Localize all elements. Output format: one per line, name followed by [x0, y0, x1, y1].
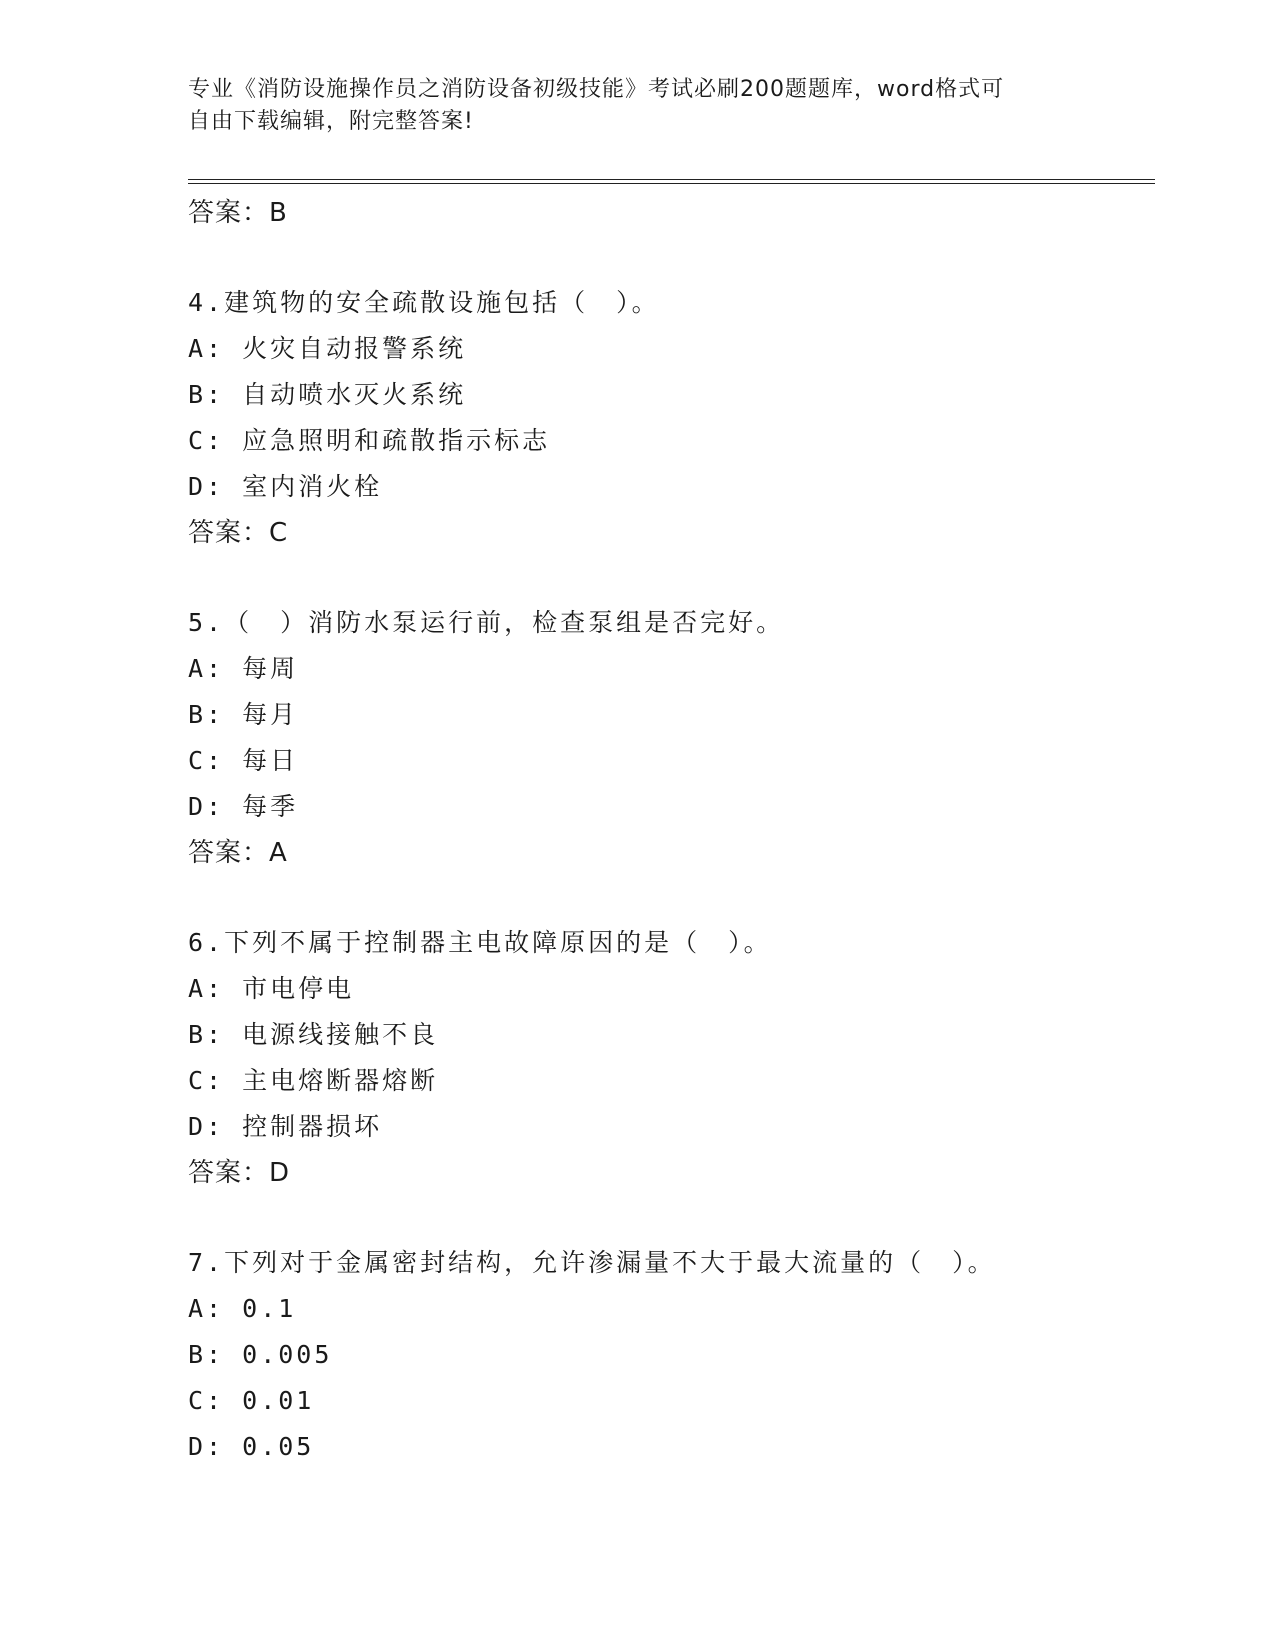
option-b: B: 0.005: [188, 1340, 333, 1369]
answer-line: 答案：A: [188, 838, 288, 868]
question-stem: 4.建筑物的安全疏散设施包括（ ）。: [188, 288, 660, 317]
question-7: [188, 1240, 1148, 1470]
option-c: C: 应急照明和疏散指示标志: [188, 426, 551, 455]
option-a: A: 0.1: [188, 1294, 297, 1323]
option-b: B: 自动喷水灭火系统: [188, 380, 467, 409]
header-divider-bottom: [188, 183, 1155, 184]
header-line-2: 自由下载编辑，附完整答案!: [188, 109, 474, 134]
answer-line: 答案：D: [188, 1158, 291, 1188]
option-a: A: 市电停电: [188, 974, 355, 1003]
question-stem: 5.（ ）消防水泵运行前，检查泵组是否完好。: [188, 608, 785, 637]
option-a: A: 每周: [188, 654, 299, 683]
option-a: A: 火灾自动报警系统: [188, 334, 467, 363]
option-d: D: 每季: [188, 792, 299, 821]
option-c: C: 主电熔断器熔断: [188, 1066, 439, 1095]
option-b: B: 电源线接触不良: [188, 1020, 439, 1049]
question-5: [188, 600, 1148, 876]
question-stem: 6.下列不属于控制器主电故障原因的是（ ）。: [188, 928, 772, 957]
answer-line: 答案：C: [188, 518, 289, 548]
option-c: C: 0.01: [188, 1386, 315, 1415]
header-divider-top: [188, 179, 1155, 180]
option-d: D: 0.05: [188, 1432, 315, 1461]
document-header: [188, 74, 1088, 138]
question-stem: 7.下列对于金属密封结构，允许渗漏量不大于最大流量的（ ）。: [188, 1248, 996, 1277]
question-list: [188, 190, 1148, 1470]
answer-line: 答案：B: [188, 198, 288, 228]
option-d: D: 室内消火栓: [188, 472, 383, 501]
question-4: [188, 280, 1148, 556]
question-6: [188, 920, 1148, 1196]
option-b: B: 每月: [188, 700, 299, 729]
option-d: D: 控制器损坏: [188, 1112, 383, 1141]
header-line-1: 专业《消防设施操作员之消防设备初级技能》考试必刷200题题库，word格式可: [188, 77, 1005, 102]
option-c: C: 每日: [188, 746, 299, 775]
